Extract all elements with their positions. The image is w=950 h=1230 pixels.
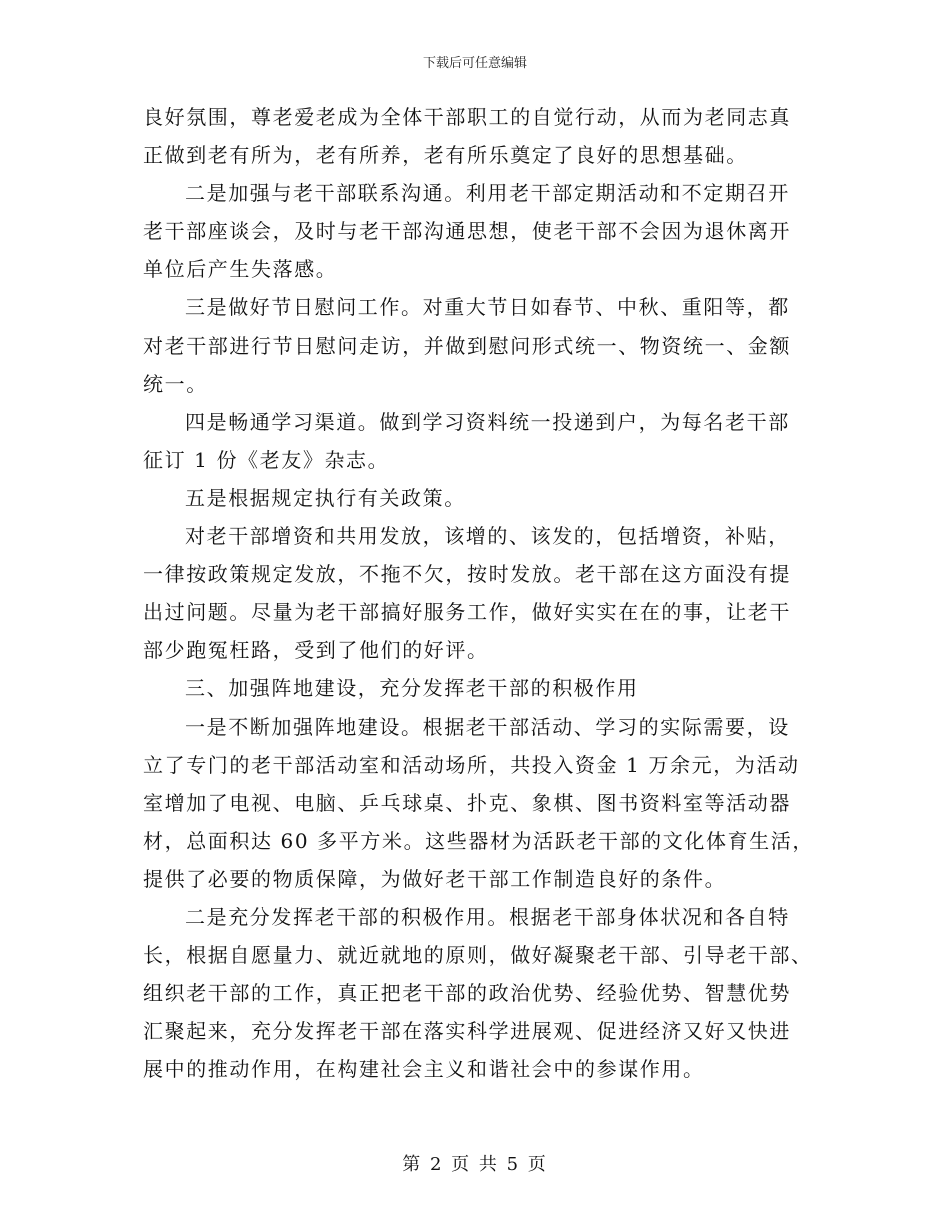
text-line: 二是充分发挥老干部的积极作用。根据老干部身体状况和各自特	[185, 904, 790, 929]
text-line: 提供了必要的物质保障，为做好老干部工作制造良好的条件。	[143, 866, 727, 891]
text-line: 一是不断加强阵地建设。根据老干部活动、学习的实际需要，设	[185, 714, 790, 739]
text-line: 三、加强阵地建设，充分发挥老干部的积极作用	[185, 676, 639, 701]
text-line: 汇聚起来，充分发挥老干部在落实科学进展观、促进经济又好又快进	[143, 1019, 791, 1044]
text-line: 二是加强与老干部联系沟通。利用老干部定期活动和不定期召开	[185, 181, 790, 206]
text-line: 五是根据规定执行有关政策。	[185, 485, 466, 510]
text-line: 展中的推动作用，在构建社会主义和谐社会中的参谋作用。	[143, 1057, 705, 1082]
text-line: 部少跑冤枉路，受到了他们的好评。	[143, 638, 489, 663]
text-line: 良好氛围，尊老爱老成为全体干部职工的自觉行动，从而为老同志真	[143, 105, 791, 129]
text-line: 立了专门的老干部活动室和活动场所，共投入资金 1 万余元，为活动	[143, 752, 800, 777]
page-header: 下载后可任意编辑	[422, 56, 527, 71]
page-number-footer: 第 2 页 共 5 页	[402, 1154, 548, 1175]
text-line: 一律按政策规定发放，不拖不欠，按时发放。老干部在这方面没有提	[143, 562, 791, 587]
text-line: 单位后产生失落感。	[143, 257, 338, 282]
text-line: 室增加了电视、电脑、乒乓球桌、扑克、象棋、图书资料室等活动器	[143, 790, 791, 815]
text-line: 对老干部增资和共用发放，该增的、该发的，包括增资，补贴，	[185, 524, 790, 549]
text-line: 对老干部进行节日慰问走访，并做到慰问形式统一、物资统一、金额	[143, 333, 791, 358]
text-line: 三是做好节日慰问工作。对重大节日如春节、中秋、重阳等，都	[185, 295, 790, 320]
text-line: 长，根据自愿量力、就近就地的原则，做好凝聚老干部、引导老干部、	[143, 943, 813, 968]
document-body	[143, 98, 814, 1088]
text-line: 四是畅通学习渠道。做到学习资料统一投递到户，为每名老干部	[185, 409, 790, 434]
text-line: 材，总面积达 60 多平方米。这些器材为活跃老干部的文化体育生活，	[143, 828, 814, 853]
text-line: 统一。	[143, 371, 208, 396]
text-line: 出过问题。尽量为老干部搞好服务工作，做好实实在在的事，让老干	[143, 600, 791, 625]
text-line: 组织老干部的工作，真正把老干部的政治优势、经验优势、智慧优势	[143, 981, 791, 1006]
text-line: 老干部座谈会，及时与老干部沟通思想，使老干部不会因为退休离开	[143, 219, 791, 244]
text-line: 征订 1 份《老友》杂志。	[143, 447, 390, 472]
text-line: 正做到老有所为，老有所养，老有所乐奠定了良好的思想基础。	[143, 143, 748, 168]
